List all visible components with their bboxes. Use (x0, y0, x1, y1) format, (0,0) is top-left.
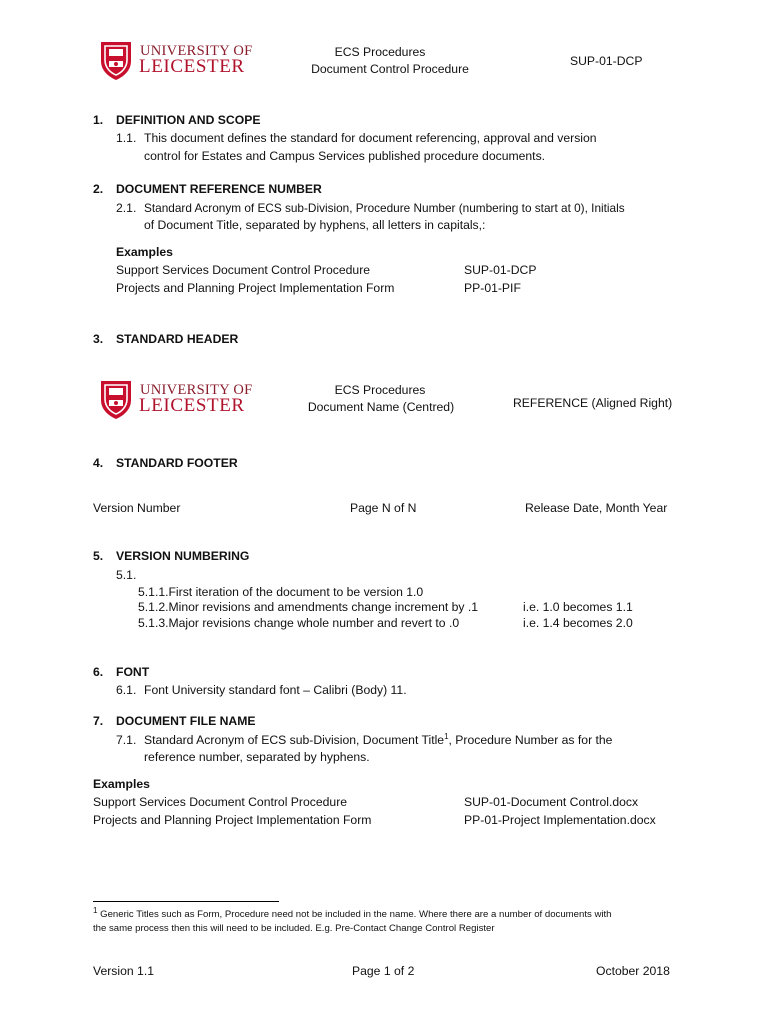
footnote-mark: 1 (93, 905, 98, 915)
sample-footer-left: Version Number (93, 501, 181, 515)
footnote-separator (93, 901, 279, 902)
section-1-1-number: 1.1. (116, 131, 137, 145)
example-name: Projects and Planning Project Implementation Form (93, 813, 372, 827)
section-1-title: DEFINITION AND SCOPE (116, 113, 261, 127)
section-5-title: VERSION NUMBERING (116, 549, 250, 563)
section-6-title: FONT (116, 665, 150, 679)
logo-line-2: LEICESTER (139, 56, 245, 77)
version-rule: 5.1.1.First iteration of the document to be version 1.0 (138, 585, 424, 599)
footnote-line-1 (93, 905, 612, 922)
version-rule-example: i.e. 1.0 becomes 1.1 (523, 600, 633, 614)
section-6-1-number: 6.1. (116, 683, 137, 697)
footer-date: October 2018 (596, 964, 670, 978)
section-5-1-number: 5.1. (116, 568, 137, 582)
sample-header-document-name: Document Name (Centred) (307, 400, 455, 414)
sample-footer-center: Page N of N (350, 501, 417, 515)
header-document-name: Document Control Procedure (311, 62, 469, 76)
header-reference: SUP-01-DCP (570, 54, 643, 68)
logo-line-1: UNIVERSITY OF (140, 43, 253, 59)
section-1-1-line-2: control for Estates and Campus Services published procedure documents. (144, 149, 546, 163)
section-7-1-line-1 (144, 733, 612, 749)
section-2-1-line-2: of Document Title, separated by hyphens, all letters in capitals,: (144, 218, 486, 232)
section-7-1-number: 7.1. (116, 733, 137, 747)
crest-icon (100, 380, 132, 420)
section-1-1-line-1: This document defines the standard for document referencing, approval and version (144, 131, 597, 145)
section-2-1-number: 2.1. (116, 201, 137, 215)
footnote-text-1: Generic Titles such as Form, Procedure need not be included in the name. Where there are a number of documents with (97, 909, 612, 920)
example-ref: PP-01-Project Implementation.docx (464, 813, 656, 827)
section-4-title: STANDARD FOOTER (116, 456, 238, 470)
sample-header-reference: REFERENCE (Aligned Right) (513, 396, 673, 410)
example-ref: SUP-01-DCP (464, 263, 537, 277)
crest-icon (100, 41, 132, 81)
section-7-number: 7. (93, 714, 104, 728)
section-2-1-line-1: Standard Acronym of ECS sub-Division, Procedure Number (numbering to start at 0), Initials (144, 201, 625, 215)
logo-line-1: UNIVERSITY OF (140, 382, 253, 398)
header-title: ECS Procedures (334, 45, 426, 59)
section-6-1-text: Font University standard font – Calibri (Body) 11. (144, 683, 407, 697)
section-7-title: DOCUMENT FILE NAME (116, 714, 256, 728)
version-rule: 5.1.3.Major revisions change whole number and revert to .0 (138, 616, 460, 630)
example-ref: PP-01-PIF (464, 281, 521, 295)
example-name: Support Services Document Control Procedure (116, 263, 371, 277)
section-7-1-line-2: reference number, separated by hyphens. (144, 750, 370, 764)
example-name: Support Services Document Control Procedure (93, 795, 348, 809)
version-rule-example: i.e. 1.4 becomes 2.0 (523, 616, 633, 630)
footer-version: Version 1.1 (93, 964, 154, 978)
university-logo (100, 41, 255, 83)
footer-page-number: Page 1 of 2 (352, 964, 415, 978)
footnote-line-2: the same process then this will need to be included. E.g. Pre-Contact Change Control Register (93, 923, 495, 934)
section-3-number: 3. (93, 332, 104, 346)
example-ref: SUP-01-Document Control.docx (464, 795, 639, 809)
section-7-1-text-b: , Procedure Number as for the (448, 733, 613, 747)
section-7-1-text-a: Standard Acronym of ECS sub-Division, Document Title (144, 733, 445, 747)
footnote-reference[interactable]: 1 (444, 731, 449, 741)
section-4-number: 4. (93, 456, 104, 470)
logo-line-2: LEICESTER (139, 395, 245, 416)
sample-footer-right: Release Date, Month Year (525, 501, 668, 515)
section-7-examples-label: Examples (93, 777, 150, 791)
section-1-number: 1. (93, 113, 104, 127)
example-name: Projects and Planning Project Implementation Form (116, 281, 395, 295)
sample-header-logo (100, 380, 255, 422)
sample-header-title: ECS Procedures (334, 383, 426, 397)
version-rule: 5.1.2.Minor revisions and amendments change increment by .1 (138, 600, 479, 614)
section-5-number: 5. (93, 549, 104, 563)
section-2-title: DOCUMENT REFERENCE NUMBER (116, 182, 322, 196)
section-6-number: 6. (93, 665, 104, 679)
section-2-examples-label: Examples (116, 245, 173, 259)
section-2-number: 2. (93, 182, 104, 196)
section-3-title: STANDARD HEADER (116, 332, 239, 346)
